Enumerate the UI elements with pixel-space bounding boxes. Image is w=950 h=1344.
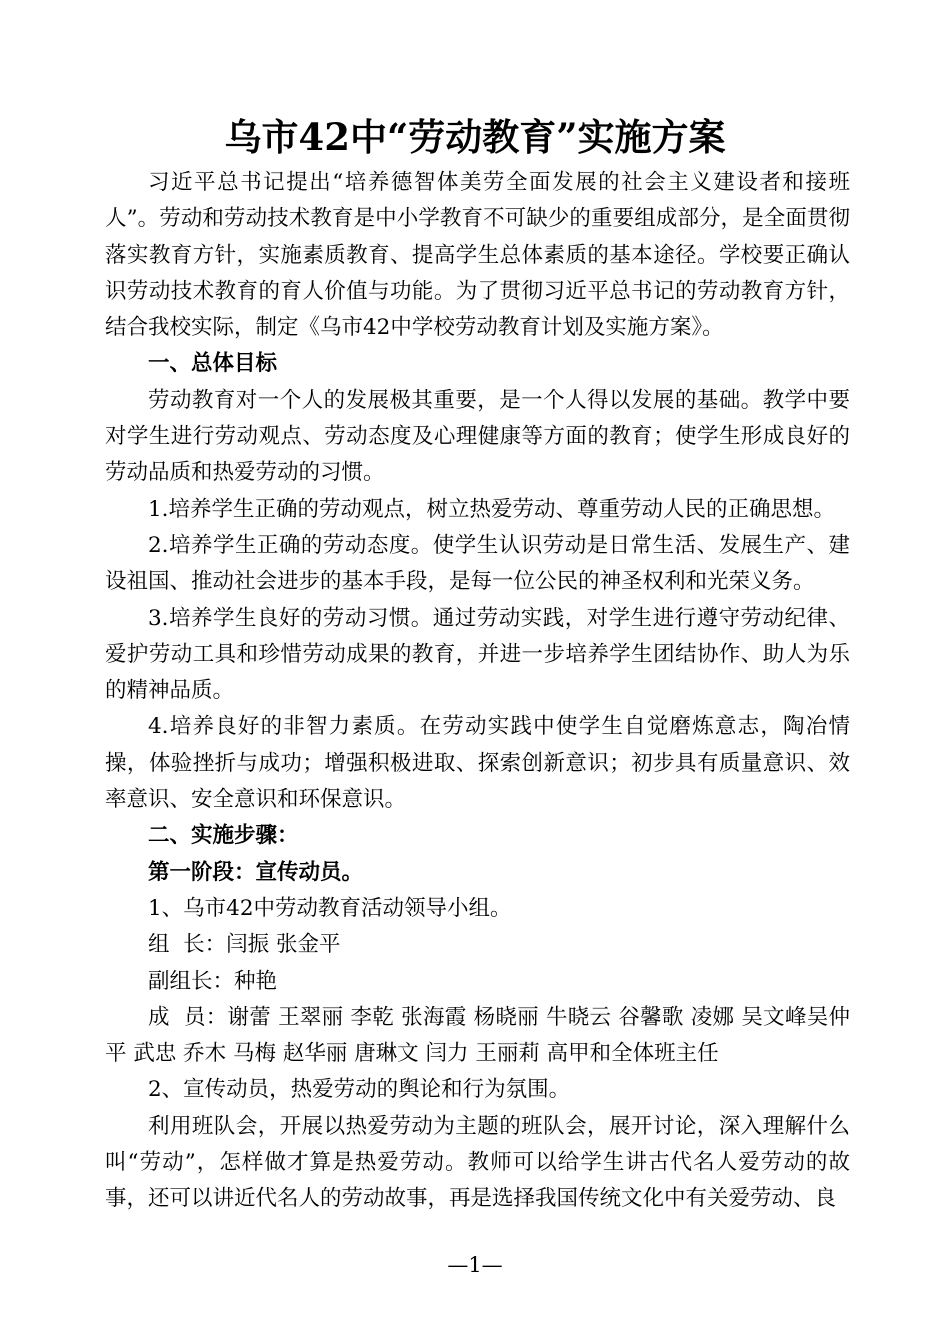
- goal-item-2: 2.培养学生正确的劳动态度。使学生认识劳动是日常生活、发展生产、建设祖国、推动社会进步的基本手段，是每一位公民的神圣权利和光荣义务。: [105, 532, 850, 595]
- page-number: —1—: [447, 1253, 503, 1277]
- section-heading-goals: 一、总体目标: [148, 351, 278, 377]
- goal-item-3: 3.培养学生良好的劳动习惯。通过劳动实践，对学生进行遵守劳动纪律、爱护劳动工具和珍惜劳动成果的教育，并进一步培养学生团结协作、助人为乐的精神品质。: [105, 605, 850, 704]
- goals-paragraph: 劳动教育对一个人的发展极其重要，是一个人得以发展的基础。教学中要对学生进行劳动观点、劳动态度及心理健康等方面的教育；使学生形成良好的劳动品质和热爱劳动的习惯。: [105, 387, 850, 486]
- group-leader-line: 组 长：闫振 张金平: [148, 932, 341, 958]
- intro-paragraph: 习近平总书记提出“培养德智体美劳全面发展的社会主义建设者和接班人”。劳动和劳动技术教育是中小学教育不可缺少的重要组成部分，是全面贯彻落实教育方针，实施素质教育、提高学生总体素质的基本途径。学校要正确认识劳动技术教育的育人价值与功能。为了贯彻习近平总书记的劳动教育方针，结合我校实际，制定《乌市42中学校劳动教育计划及实施方案》。: [105, 170, 850, 341]
- step-item-2: 2、宣传动员，热爱劳动的舆论和行为氛围。: [148, 1077, 571, 1103]
- section-heading-steps: 二、实施步骤：: [148, 823, 299, 849]
- activity-paragraph: 利用班队会，开展以热爱劳动为主题的班队会，展开讨论，深入理解什么叫“劳动”，怎样做才算是热爱劳动。教师可以给学生讲古代名人爱劳动的故事，还可以讲近代名人的劳动故事，再是选择我国传统文化中有关爱劳动、良: [105, 1113, 850, 1212]
- goal-item-1: 1.培养学生正确的劳动观点，树立热爱劳动、尊重劳动人民的正确思想。: [148, 496, 836, 522]
- goal-item-4: 4.培养良好的非智力素质。在劳动实践中使学生自觉磨炼意志，陶冶情操，体验挫折与成功；增强积极进取、探索创新意识；初步具有质量意识、效率意识、安全意识和环保意识。: [105, 714, 850, 813]
- members-line: 成 员：谢蕾 王翠丽 李乾 张海霞 杨晓丽 牛晓云 谷馨歌 凌娜 吴文峰吴仲平 武忠 乔木 马梅 赵华丽 唐琳文 闫力 王丽莉 高甲和全体班主任: [105, 1004, 850, 1067]
- stage-heading-1: 第一阶段：宣传动员。: [148, 859, 364, 885]
- document-body: [105, 165, 850, 1218]
- deputy-leader-line: 副组长：种艳: [148, 968, 278, 994]
- step-item-1: 1、乌市42中劳动教育活动领导小组。: [148, 895, 512, 921]
- document-title: 乌市42中“劳动教育”实施方案: [224, 115, 726, 159]
